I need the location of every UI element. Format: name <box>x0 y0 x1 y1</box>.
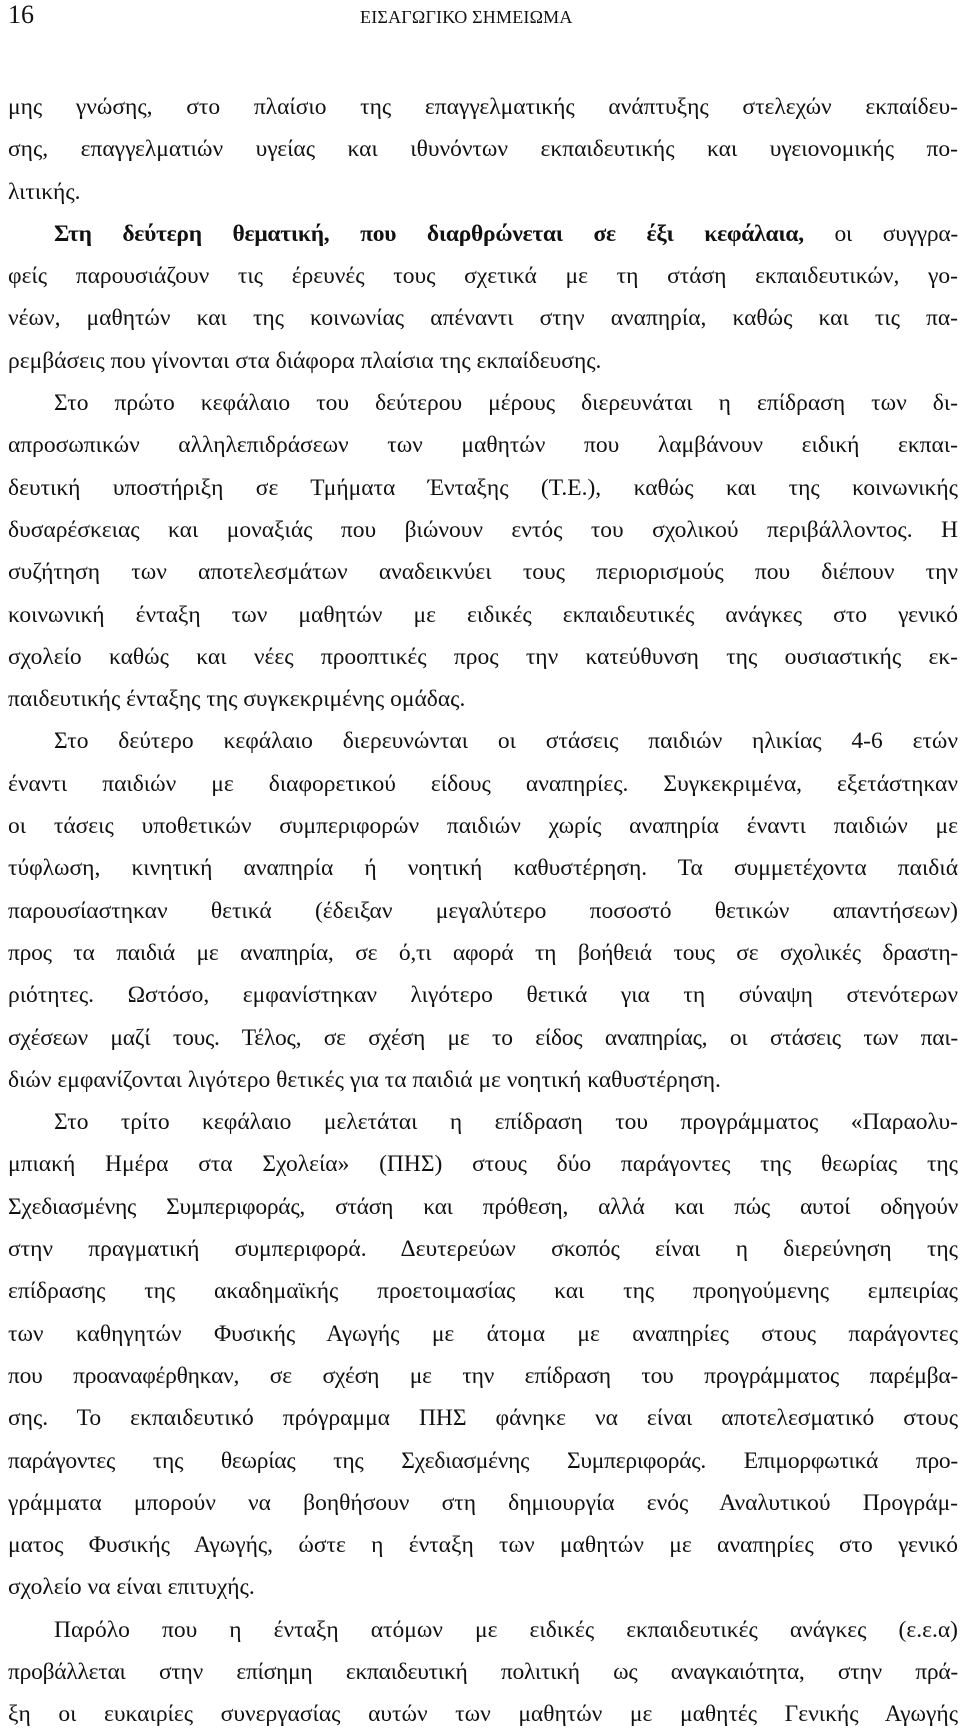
text-line: σχέσεων μαζί τους. Τέλος, σε σχέση με το είδος αναπηρίας, οι στάσεις των παι- <box>8 1024 958 1051</box>
text-line: ριότητες. Ωστόσο, εμφανίστηκαν λιγότερο θετικά για τη σύναψη στενότερων <box>8 982 958 1009</box>
text-line: σης. Το εκπαιδευτικό πρόγραμμα ΠΗΣ φάνηκε να είναι αποτελεσματικό στους <box>8 1405 958 1432</box>
text-line: δευτική υποστήριξη σε Τμήματα Ένταξης (Τ.Ε.), καθώς και της κοινωνικής <box>8 474 958 501</box>
text-line: συζήτηση των αποτελεσμάτων αναδεικνύει τους περιορισμούς που διέπουν την <box>8 559 958 586</box>
section-intro-bold: Στη δεύτερη θεματική, που διαρθρώνεται σε έξι κεφάλαια, <box>54 220 804 247</box>
text-line: γράμματα μπορούν να βοηθήσουν στη δημιουργία ενός Αναλυτικού Προγράμ- <box>8 1489 958 1516</box>
text-line: διών εμφανίζονται λιγότερο θετικές για τα παιδιά με νοητική καθυστέρηση. <box>8 1066 721 1093</box>
text-line: ρεμβάσεις που γίνονται στα διάφορα πλαίσια της εκπαίδευσης. <box>8 347 602 374</box>
text-line: σχολείο καθώς και νέες προοπτικές προς την κατεύθυνση της ουσιαστικής εκ- <box>8 643 958 670</box>
text-line: λιτικής. <box>8 178 81 205</box>
text-line: παρουσίαστηκαν θετικά (έδειξαν μεγαλύτερο ποσοστό θετικών απαντήσεων) <box>8 897 958 924</box>
text-line: μπιακή Ημέρα στα Σχολεία» (ΠΗΣ) στους δύο παράγοντες της θεωρίας της <box>8 1151 958 1178</box>
text-line: απροσωπικών αλληλεπιδράσεων των μαθητών που λαμβάνουν ειδική εκπαι- <box>8 432 958 459</box>
text-line: Στο δεύτερο κεφάλαιο διερευνώνται οι στάσεις παιδιών ηλικίας 4-6 ετών <box>54 728 958 755</box>
section-intro-rest: οι συγγρα- <box>803 220 958 247</box>
text-line: κοινωνική ένταξη των μαθητών με ειδικές εκπαιδευτικές ανάγκες στο γενικό <box>8 601 958 628</box>
text-line: ματος Φυσικής Αγωγής, ώστε η ένταξη των μαθητών με αναπηρίες στο γενικό <box>8 1532 958 1559</box>
text-line: έναντι παιδιών με διαφορετικού είδους αναπηρίες. Συγκεκριμένα, εξετάστηκαν <box>8 770 958 797</box>
text-line: παράγοντες της θεωρίας της Σχεδιασμένης Συμπεριφοράς. Επιμορφωτικά προ- <box>8 1447 958 1474</box>
running-head: ΕΙΣΑΓΩΓΙΚΟ ΣΗΜΕΙΩΜΑ <box>360 7 573 27</box>
text-line: οι τάσεις υποθετικών συμπεριφορών παιδιών χωρίς αναπηρία έναντι παιδιών με <box>8 813 958 840</box>
text-line: σχολείο να είναι επιτυχής. <box>8 1574 255 1601</box>
text-line: σης, επαγγελματιών υγείας και ιθυνόντων εκπαιδευτικής και υγειονομικής πο- <box>8 136 958 163</box>
page-number: 16 <box>8 0 34 29</box>
text-line: μης γνώσης, στο πλαίσιο της επαγγελματικής ανάπτυξης στελεχών εκπαίδευ- <box>8 94 958 120</box>
text-line: στην πραγματική συμπεριφορά. Δευτερεύων σκοπός είναι η διερεύνηση της <box>8 1236 958 1263</box>
text-line: Παρόλο που η ένταξη ατόμων με ειδικές εκπαιδευτικές ανάγκες (ε.ε.α) <box>54 1616 958 1643</box>
text-line: ξη οι ευκαιρίες συνεργασίας αυτών των μαθητών με μαθητές Γενικής Αγωγής <box>8 1701 958 1728</box>
text-line: δυσαρέσκειας και μοναξιάς που βιώνουν εντός του σχολικού περιβάλλοντος. Η <box>8 516 958 543</box>
text-line: Σχεδιασμένης Συμπεριφοράς, στάση και πρόθεση, αλλά και πώς αυτοί οδηγούν <box>8 1193 958 1220</box>
text-line: φείς παρουσιάζουν τις έρευνές τους σχετικά με τη στάση εκπαιδευτικών, γο- <box>8 263 958 290</box>
text-line: Στο πρώτο κεφάλαιο του δεύτερου μέρους διερευνάται η επίδραση των δι- <box>54 390 958 417</box>
text-line: που προαναφέρθηκαν, σε σχέση με την επίδραση του προγράμματος παρέμβα- <box>8 1362 958 1389</box>
text-line: προς τα παιδιά με αναπηρία, σε ό,τι αφορά τη βοήθειά τους σε σχολικές δραστη- <box>8 939 958 966</box>
text-line: Στο τρίτο κεφάλαιο μελετάται η επίδραση του προγράμματος «Παραολυ- <box>54 1109 958 1136</box>
text-line: των καθηγητών Φυσικής Αγωγής με άτομα με αναπηρίες στους παράγοντες <box>8 1320 958 1347</box>
text-line <box>8 213 958 255</box>
text-line: τύφλωση, κινητική αναπηρία ή νοητική καθυστέρηση. Τα συμμετέχοντα παιδιά <box>8 855 958 882</box>
text-line: παιδευτικής ένταξης της συγκεκριμένης ομάδας. <box>8 686 466 713</box>
text-line: νέων, μαθητών και της κοινωνίας απέναντι στην αναπηρία, καθώς και τις πα- <box>8 305 958 332</box>
text-line: προβάλλεται στην επίσημη εκπαιδευτική πολιτική ως αναγκαιότητα, στην πρά- <box>8 1658 958 1685</box>
text-line: επίδρασης της ακαδημαϊκής προετοιμασίας και της προηγούμενης εμπειρίας <box>8 1278 958 1305</box>
body-text <box>8 86 958 1736</box>
